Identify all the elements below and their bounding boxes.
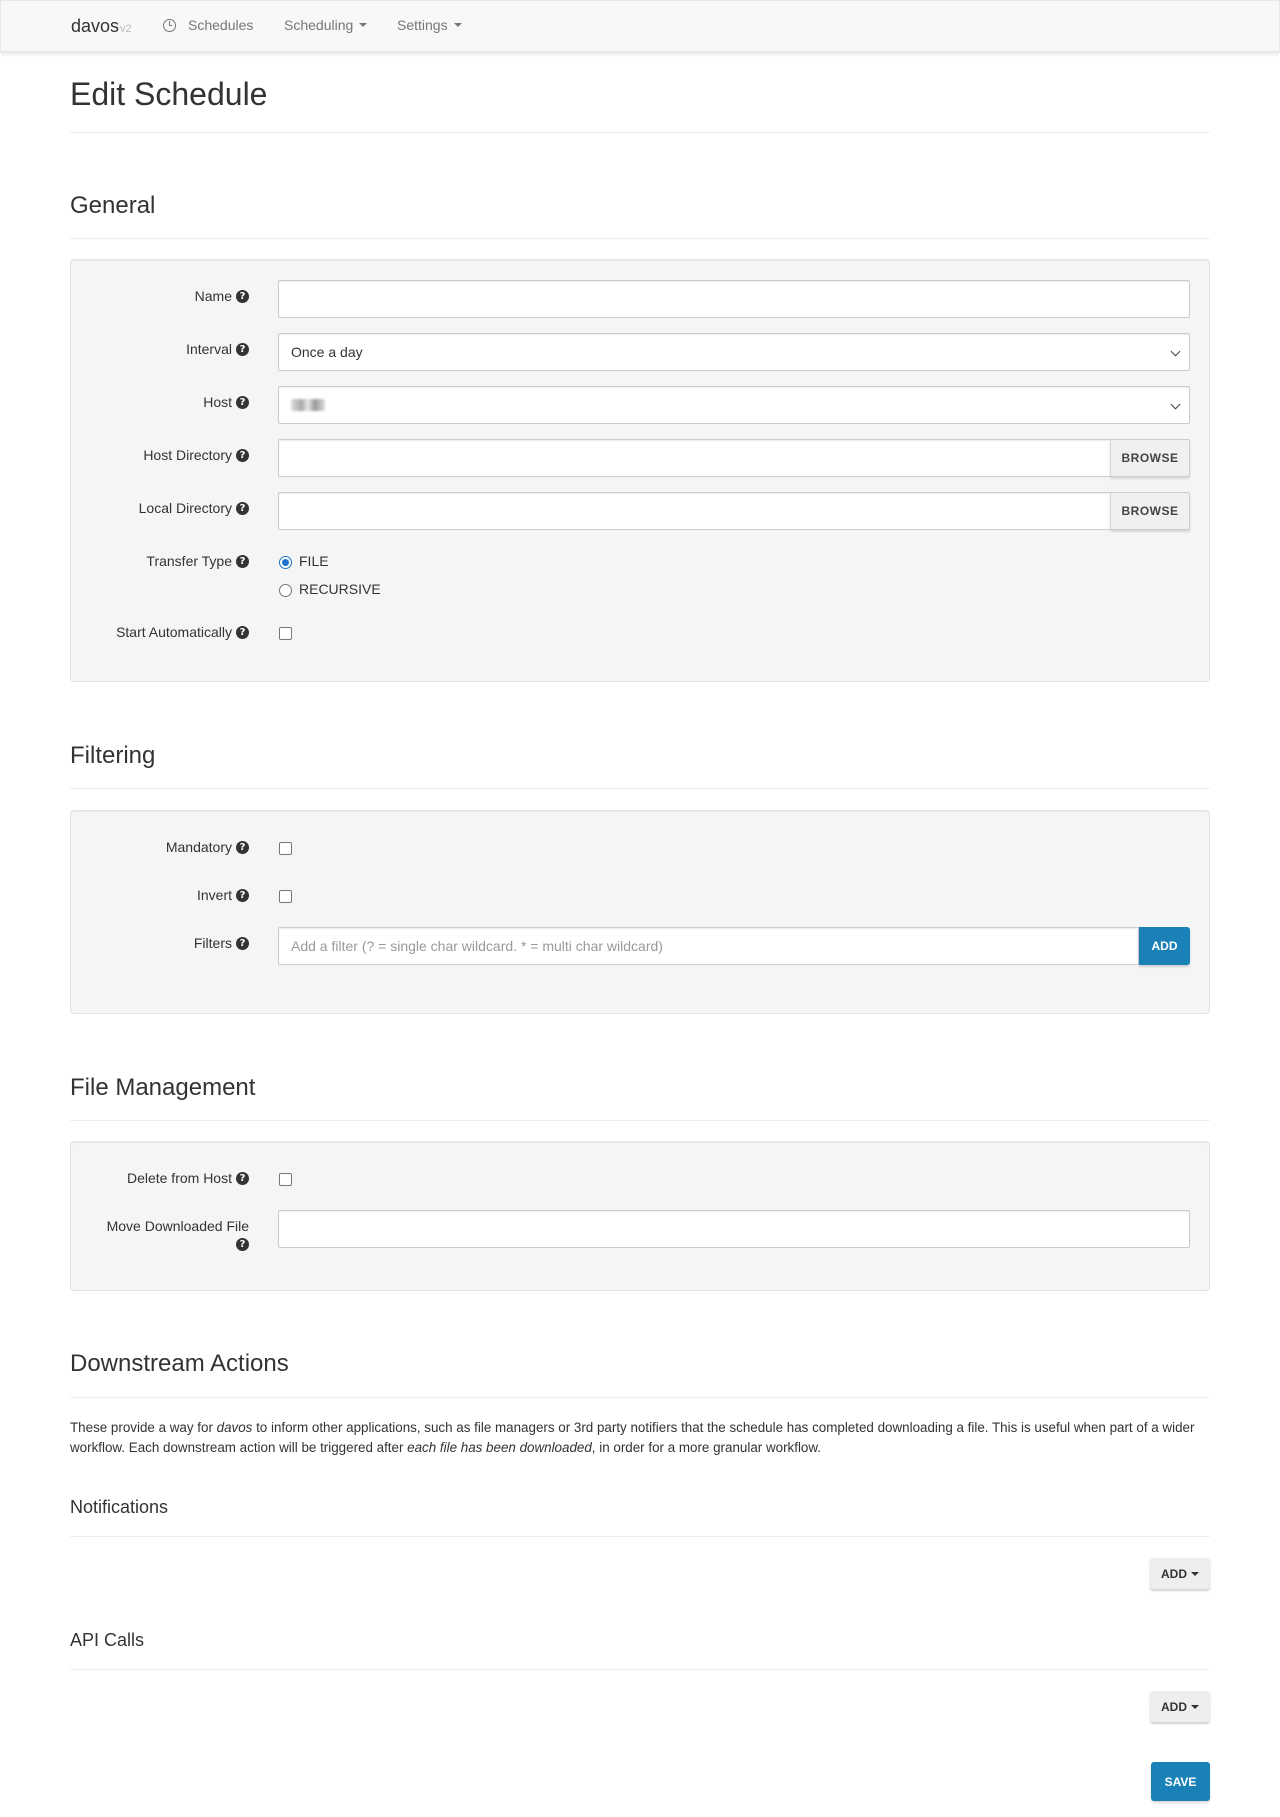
divider	[70, 1669, 1210, 1670]
host-label	[203, 394, 249, 410]
host-label-text: Host	[203, 394, 232, 410]
filtering-panel	[70, 810, 1210, 1014]
section-title-file-management: File Management	[70, 1074, 256, 1101]
caret-down-icon	[1191, 1572, 1199, 1576]
interval-select[interactable]	[278, 333, 1190, 371]
host-directory-label-text: Host Directory	[143, 447, 232, 463]
interval-label	[186, 341, 249, 357]
name-label	[195, 288, 249, 304]
host-directory-browse-button[interactable]: BROWSE	[1110, 439, 1190, 477]
help-icon[interactable]: ?	[236, 841, 249, 854]
invert-label-text: Invert	[196, 887, 232, 903]
help-icon[interactable]: ?	[236, 626, 249, 639]
move-downloaded-file-label	[89, 1218, 249, 1251]
interval-label-text: Interval	[186, 341, 232, 357]
help-icon[interactable]: ?	[236, 396, 249, 409]
delete-from-host-label-text: Delete from Host	[126, 1170, 232, 1186]
add-notification-button[interactable]	[1150, 1558, 1210, 1589]
start-automatically-label	[116, 624, 249, 640]
help-icon[interactable]: ?	[236, 502, 249, 515]
nav-scheduling-dropdown[interactable]	[284, 17, 367, 33]
chevron-down-icon	[1171, 347, 1181, 357]
clock-icon	[163, 19, 176, 32]
nav-settings-dropdown[interactable]	[397, 17, 462, 33]
add-filter-button[interactable]: ADD	[1139, 927, 1190, 965]
caret-down-icon	[454, 23, 462, 27]
move-downloaded-file-input[interactable]	[278, 1210, 1190, 1248]
help-icon[interactable]: ?	[236, 555, 249, 568]
interval-select-value: Once a day	[291, 344, 363, 360]
add-api-call-label: ADD	[1161, 1699, 1187, 1714]
help-icon[interactable]: ?	[236, 889, 249, 902]
invert-label	[197, 887, 249, 903]
mandatory-checkbox[interactable]	[279, 842, 292, 855]
move-downloaded-file-label-text: Move Downloaded File	[106, 1218, 249, 1234]
notifications-title: Notifications	[70, 1497, 169, 1517]
host-select-value-redacted	[291, 399, 325, 411]
local-directory-browse-button[interactable]: BROWSE	[1110, 492, 1190, 530]
transfer-type-label	[146, 553, 249, 569]
caret-down-icon	[1191, 1705, 1199, 1709]
navbar	[0, 0, 1280, 52]
filters-label-text: Filters	[193, 935, 232, 951]
mandatory-label-text: Mandatory	[165, 839, 232, 855]
divider	[70, 1397, 1210, 1398]
local-directory-label	[139, 500, 249, 516]
help-icon[interactable]: ?	[236, 1172, 249, 1185]
api-calls-title: API Calls	[70, 1630, 145, 1650]
divider	[70, 1536, 1210, 1537]
section-title-downstream-actions: Downstream Actions	[70, 1350, 289, 1377]
help-icon[interactable]: ?	[236, 1238, 249, 1251]
nav-settings-label: Settings	[397, 17, 448, 33]
section-title-filtering: Filtering	[70, 742, 156, 769]
filter-input[interactable]: Add a filter (? = single char wildcard. * = multi char wildcard)	[278, 927, 1139, 965]
local-directory-label-text: Local Directory	[138, 500, 232, 516]
mandatory-label	[166, 839, 249, 855]
divider	[70, 788, 1210, 789]
chevron-down-icon	[1171, 400, 1181, 410]
save-button[interactable]: SAVE	[1151, 1762, 1210, 1801]
brand-version: v2	[120, 23, 132, 35]
nav-schedules[interactable]	[163, 17, 253, 33]
downstream-description: These provide a way for davos to inform other applications, such as file managers or 3rd party notifiers that the schedule has completed downloading a file. This is useful when part of a wider workflow. Each downstream action will be triggered after each file has been downloaded, in order for a more granular workflow.	[70, 1420, 1195, 1455]
help-icon[interactable]: ?	[236, 937, 249, 950]
transfer-type-file-radio[interactable]	[279, 556, 292, 569]
divider	[70, 1120, 1210, 1121]
transfer-type-recursive-label[interactable]: RECURSIVE	[299, 581, 381, 597]
start-automatically-checkbox[interactable]	[279, 627, 292, 640]
delete-from-host-label	[127, 1170, 249, 1186]
add-notification-label: ADD	[1161, 1566, 1187, 1581]
help-icon[interactable]: ?	[236, 343, 249, 356]
filters-label	[194, 935, 249, 951]
brand-name: davos	[71, 16, 120, 36]
name-label-text: Name	[194, 288, 232, 304]
general-panel	[70, 259, 1210, 682]
host-select[interactable]	[278, 386, 1190, 424]
page-title: Edit Schedule	[70, 76, 268, 112]
invert-checkbox[interactable]	[279, 890, 292, 903]
file-management-panel	[70, 1141, 1210, 1291]
local-directory-input[interactable]	[278, 492, 1112, 530]
transfer-type-label-text: Transfer Type	[146, 553, 232, 569]
section-title-general: General	[70, 192, 156, 219]
brand-logo[interactable]	[71, 16, 132, 37]
nav-schedules-label: Schedules	[188, 17, 254, 33]
delete-from-host-checkbox[interactable]	[279, 1173, 292, 1186]
host-directory-input[interactable]	[278, 439, 1112, 477]
caret-down-icon	[359, 23, 367, 27]
divider	[70, 238, 1210, 239]
divider	[70, 132, 1210, 133]
name-input[interactable]	[278, 280, 1190, 318]
nav-scheduling-label: Scheduling	[284, 17, 354, 33]
transfer-type-file-label[interactable]: FILE	[299, 553, 329, 569]
start-automatically-label-text: Start Automatically	[116, 624, 232, 640]
transfer-type-recursive-radio[interactable]	[279, 584, 292, 597]
help-icon[interactable]: ?	[236, 290, 249, 303]
add-api-call-button[interactable]	[1150, 1691, 1210, 1722]
help-icon[interactable]: ?	[236, 449, 249, 462]
host-directory-label	[143, 447, 249, 463]
